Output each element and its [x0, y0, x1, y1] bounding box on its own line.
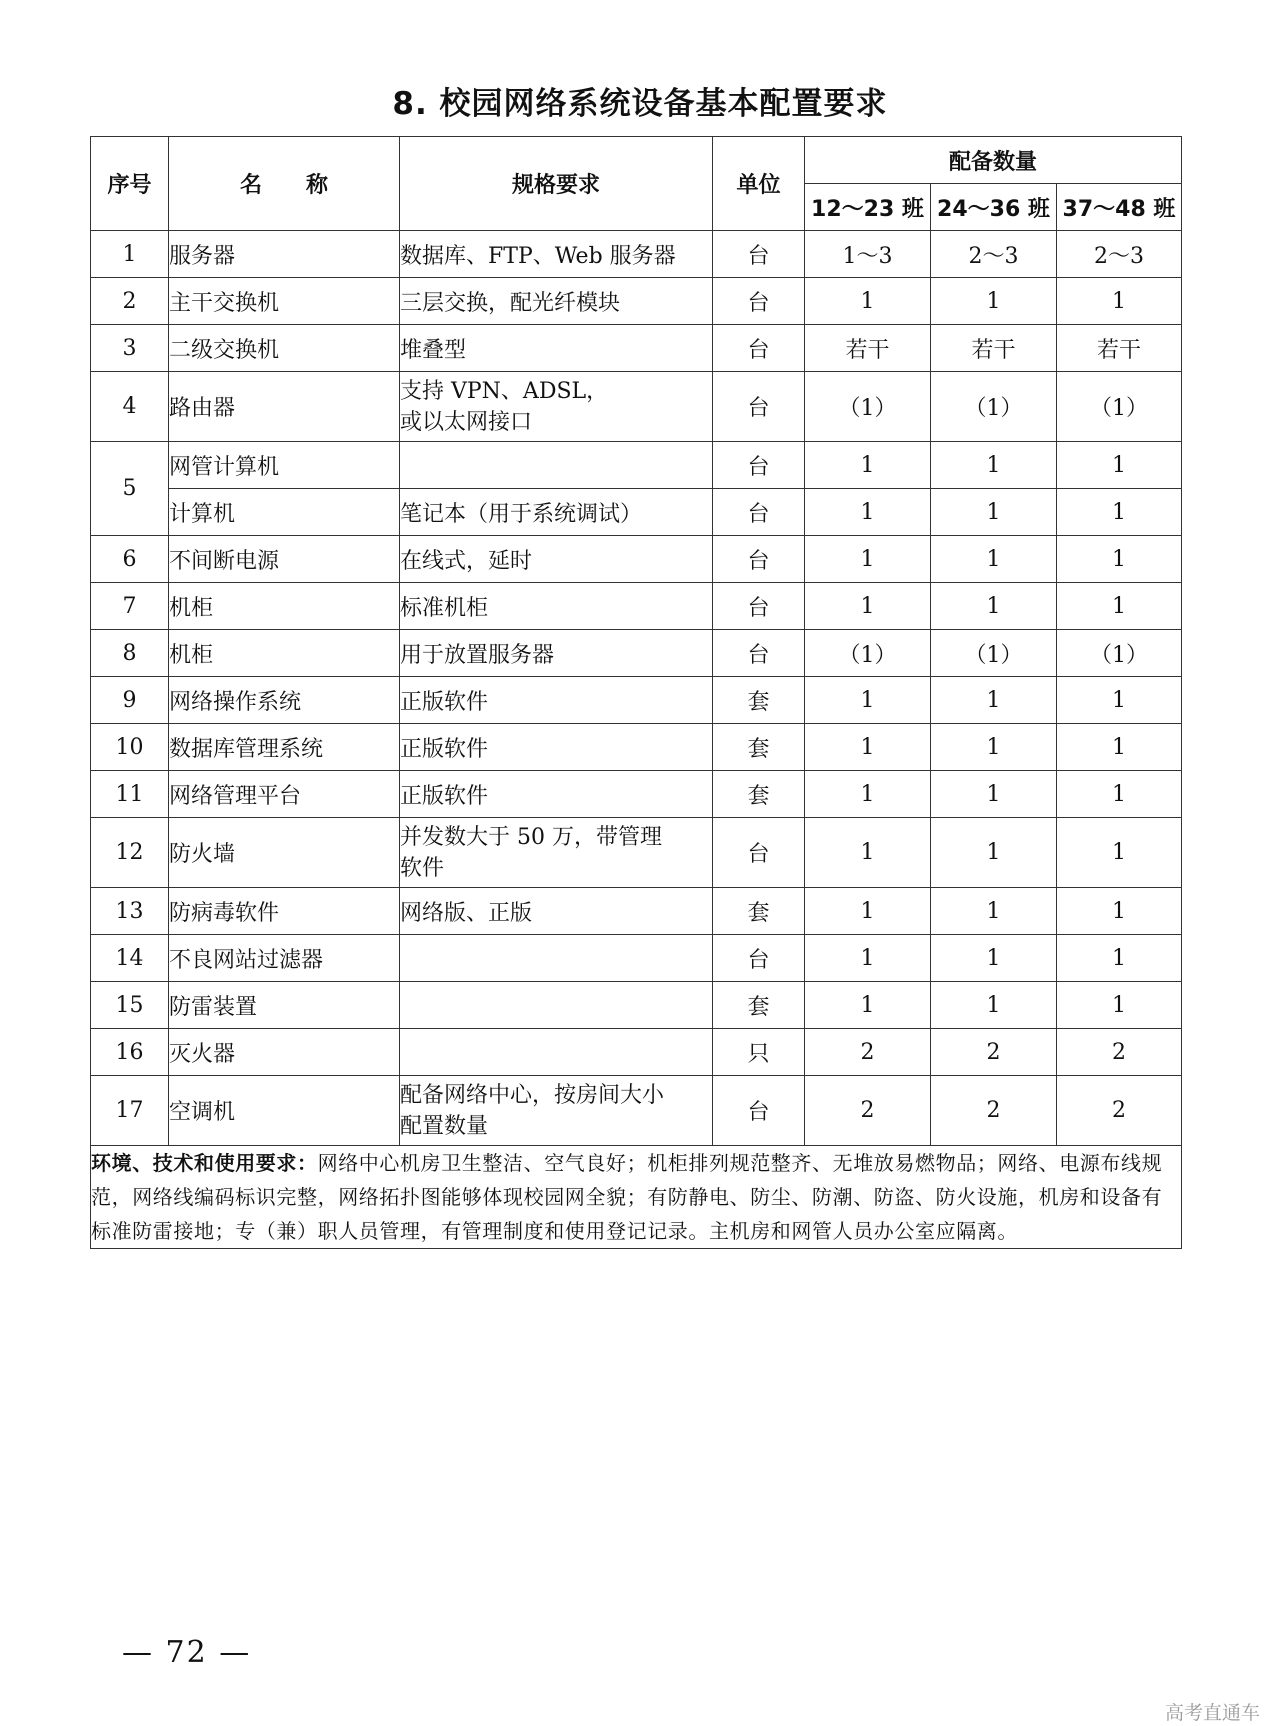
table-row [91, 372, 1182, 442]
row-name: 不间断电源 [169, 536, 400, 583]
row-spec [400, 935, 713, 982]
table-row [91, 1029, 1182, 1076]
row-unit: 套 [713, 888, 805, 935]
row-q3: 1 [1057, 935, 1182, 982]
row-q3: 1 [1057, 442, 1182, 489]
table-row [91, 677, 1182, 724]
row-spec: 在线式，延时 [400, 536, 713, 583]
row-q2: 1 [931, 489, 1057, 536]
row-unit: 台 [713, 583, 805, 630]
row-q3: （1） [1057, 630, 1182, 677]
row-q1: 1 [805, 536, 931, 583]
table-row [91, 724, 1182, 771]
row-seq: 14 [91, 935, 169, 982]
row-spec: 网络版、正版 [400, 888, 713, 935]
row-name: 网管计算机 [169, 442, 400, 489]
row-name: 服务器 [169, 231, 400, 278]
row-spec-line: 配置数量 [400, 1113, 489, 1139]
header-quantity: 配备数量 [805, 137, 1182, 184]
row-unit: 套 [713, 677, 805, 724]
row-seq: 6 [91, 536, 169, 583]
row-seq: 7 [91, 583, 169, 630]
table-row [91, 231, 1182, 278]
row-q3: 1 [1057, 489, 1182, 536]
row-q1: 1 [805, 982, 931, 1029]
row-seq: 12 [91, 818, 169, 888]
row-q1: 1 [805, 278, 931, 325]
row-seq: 13 [91, 888, 169, 935]
header-unit: 单位 [713, 137, 805, 231]
row-q1: 1 [805, 489, 931, 536]
row-q3: 1 [1057, 677, 1182, 724]
row-name: 主干交换机 [169, 278, 400, 325]
row-name: 网络操作系统 [169, 677, 400, 724]
row-seq: 9 [91, 677, 169, 724]
row-q2: 2 [931, 1029, 1057, 1076]
row-q2: （1） [931, 630, 1057, 677]
row-name: 路由器 [169, 372, 400, 442]
row-q3: 1 [1057, 278, 1182, 325]
header-class-24-36: 24～36 班 [931, 184, 1057, 231]
row-seq: 1 [91, 231, 169, 278]
row-seq: 4 [91, 372, 169, 442]
header-name: 名 称 [169, 137, 400, 231]
row-name: 网络管理平台 [169, 771, 400, 818]
row-q3: 2～3 [1057, 231, 1182, 278]
row-unit: 台 [713, 630, 805, 677]
row-unit: 套 [713, 771, 805, 818]
row-q2: 1 [931, 536, 1057, 583]
row-name: 机柜 [169, 583, 400, 630]
watermark: 高考直通车 [1164, 1702, 1260, 1724]
row-q2: 若干 [931, 325, 1057, 372]
row-q3: （1） [1057, 372, 1182, 442]
row-seq: 10 [91, 724, 169, 771]
row-q1: 1 [805, 724, 931, 771]
row-spec-line: 或以太网接口 [400, 409, 533, 435]
row-unit: 台 [713, 1076, 805, 1146]
row-name: 机柜 [169, 630, 400, 677]
table-row [91, 935, 1182, 982]
row-q1: （1） [805, 630, 931, 677]
row-q1: （1） [805, 372, 931, 442]
row-q1: 2 [805, 1076, 931, 1146]
row-spec-line: 配备网络中心，按房间大小 [400, 1082, 665, 1108]
row-unit: 台 [713, 489, 805, 536]
row-q2: 1 [931, 442, 1057, 489]
row-name: 防雷装置 [169, 982, 400, 1029]
row-seq: 3 [91, 325, 169, 372]
row-q1: 1～3 [805, 231, 931, 278]
table-row [91, 818, 1182, 888]
row-q1: 1 [805, 888, 931, 935]
row-q3: 1 [1057, 536, 1182, 583]
row-q2: 1 [931, 583, 1057, 630]
row-q3: 2 [1057, 1076, 1182, 1146]
row-spec-line: 支持 VPN、ADSL， [400, 378, 609, 404]
row-spec: 正版软件 [400, 677, 713, 724]
header-row [91, 137, 1182, 184]
row-seq: 17 [91, 1076, 169, 1146]
row-q3: 1 [1057, 724, 1182, 771]
row-q2: 1 [931, 724, 1057, 771]
row-spec: 用于放置服务器 [400, 630, 713, 677]
table-row [91, 630, 1182, 677]
row-unit: 台 [713, 935, 805, 982]
row-spec: 标准机柜 [400, 583, 713, 630]
table-row [91, 1076, 1182, 1146]
header-class-12-23: 12～23 班 [805, 184, 931, 231]
row-name: 计算机 [169, 489, 400, 536]
row-unit: 台 [713, 536, 805, 583]
row-spec [400, 442, 713, 489]
row-q2: 1 [931, 771, 1057, 818]
row-q1: 1 [805, 442, 931, 489]
row-spec: 正版软件 [400, 724, 713, 771]
row-q1: 1 [805, 583, 931, 630]
row-spec-line: 软件 [400, 855, 445, 881]
row-seq: 8 [91, 630, 169, 677]
row-spec: 数据库、FTP、Web 服务器 [400, 231, 713, 278]
row-q2: 1 [931, 935, 1057, 982]
notes-cell [91, 1146, 1182, 1249]
row-q1: 1 [805, 771, 931, 818]
row-q3: 1 [1057, 888, 1182, 935]
row-unit: 台 [713, 372, 805, 442]
row-unit: 台 [713, 325, 805, 372]
notes-label: 环境、技术和使用要求： [91, 1151, 318, 1175]
table-row [91, 489, 1182, 536]
row-seq: 16 [91, 1029, 169, 1076]
table-row [91, 583, 1182, 630]
row-spec [400, 1076, 713, 1146]
row-name: 灭火器 [169, 1029, 400, 1076]
row-unit: 套 [713, 982, 805, 1029]
row-seq: 5 [91, 442, 169, 536]
row-seq: 15 [91, 982, 169, 1029]
row-q2: 1 [931, 278, 1057, 325]
row-q2: （1） [931, 372, 1057, 442]
header-spec: 规格要求 [400, 137, 713, 231]
row-unit: 台 [713, 818, 805, 888]
table-row [91, 888, 1182, 935]
row-q1: 2 [805, 1029, 931, 1076]
row-q2: 1 [931, 888, 1057, 935]
notes-text: 网络中心机房卫生整洁、空气良好；机柜排列规范整齐、无堆放易燃物品；网络、电源布线规范，网络线编码标识完整，网络拓扑图能够体现校园网全貌；有防静电、防尘、防潮、防盗、防火设施，机房和设备有标准防雷接地；专（兼）职人员管理，有管理制度和使用登记记录。主机房和网管人员办公室应隔离。 [91, 1151, 1163, 1243]
row-q2: 2～3 [931, 231, 1057, 278]
row-q1: 1 [805, 818, 931, 888]
row-q3: 若干 [1057, 325, 1182, 372]
row-name: 防病毒软件 [169, 888, 400, 935]
row-q3: 1 [1057, 771, 1182, 818]
table-row [91, 442, 1182, 489]
table-row [91, 325, 1182, 372]
row-unit: 台 [713, 278, 805, 325]
row-name: 二级交换机 [169, 325, 400, 372]
row-q3: 1 [1057, 818, 1182, 888]
row-q2: 1 [931, 982, 1057, 1029]
row-q3: 1 [1057, 583, 1182, 630]
row-spec: 三层交换，配光纤模块 [400, 278, 713, 325]
row-unit: 只 [713, 1029, 805, 1076]
row-q3: 1 [1057, 982, 1182, 1029]
row-q2: 1 [931, 677, 1057, 724]
row-unit: 台 [713, 231, 805, 278]
row-spec: 堆叠型 [400, 325, 713, 372]
row-spec [400, 982, 713, 1029]
row-name: 空调机 [169, 1076, 400, 1146]
table-row [91, 982, 1182, 1029]
table-row [91, 536, 1182, 583]
row-q1: 1 [805, 935, 931, 982]
table-row [91, 771, 1182, 818]
row-name: 数据库管理系统 [169, 724, 400, 771]
row-spec: 笔记本（用于系统调试） [400, 489, 713, 536]
row-name: 不良网站过滤器 [169, 935, 400, 982]
row-unit: 套 [713, 724, 805, 771]
row-q1: 1 [805, 677, 931, 724]
row-q2: 1 [931, 818, 1057, 888]
table-row [91, 278, 1182, 325]
row-spec-line: 并发数大于 50 万，带管理 [400, 824, 662, 850]
row-q3: 2 [1057, 1029, 1182, 1076]
notes-row [91, 1146, 1182, 1249]
row-spec [400, 372, 713, 442]
page-number: — 72 — [122, 1635, 252, 1670]
row-seq: 2 [91, 278, 169, 325]
row-spec [400, 818, 713, 888]
page-title: 8. 校园网络系统设备基本配置要求 [392, 86, 888, 122]
row-q2: 2 [931, 1076, 1057, 1146]
row-spec: 正版软件 [400, 771, 713, 818]
row-seq: 11 [91, 771, 169, 818]
row-spec [400, 1029, 713, 1076]
header-class-37-48: 37～48 班 [1057, 184, 1182, 231]
row-unit: 台 [713, 442, 805, 489]
row-name: 防火墙 [169, 818, 400, 888]
row-q1: 若干 [805, 325, 931, 372]
equipment-table [90, 136, 1182, 1249]
header-seq: 序号 [91, 137, 169, 231]
